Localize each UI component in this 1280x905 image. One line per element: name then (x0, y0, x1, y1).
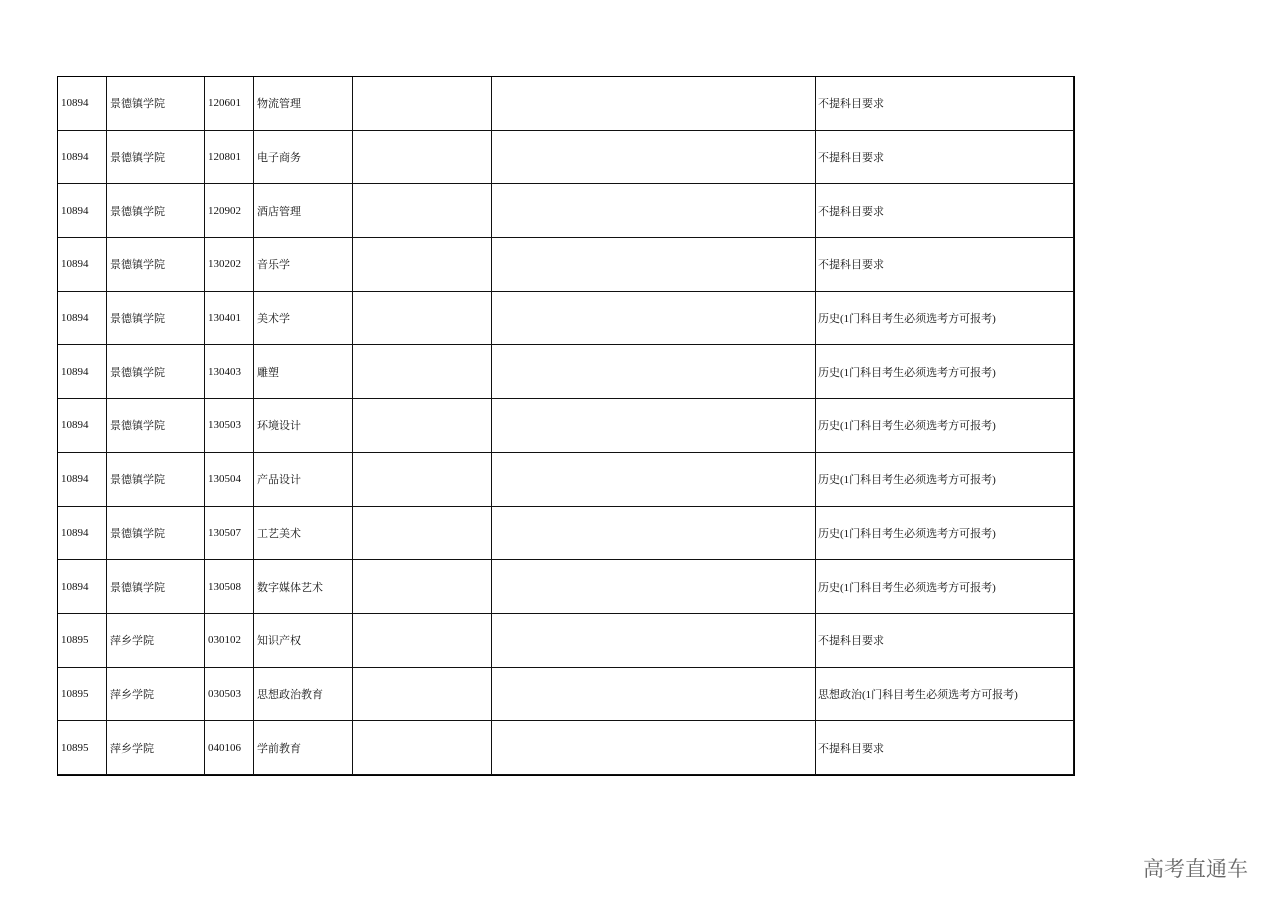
empty-cell (353, 184, 492, 238)
institution-code-cell: 10894 (58, 77, 107, 131)
empty-cell (353, 614, 492, 668)
institution-code-cell: 10894 (58, 184, 107, 238)
empty-cell (353, 721, 492, 775)
major-code-cell: 120801 (205, 131, 254, 185)
institution-name-cell: 景德镇学院 (107, 238, 205, 292)
empty-cell (492, 453, 816, 507)
major-code-cell: 130508 (205, 560, 254, 614)
subject-requirement-cell: 不提科目要求 (816, 614, 1074, 668)
institution-name-cell: 萍乡学院 (107, 668, 205, 722)
subject-requirement-cell: 不提科目要求 (816, 721, 1074, 775)
major-name-cell: 工艺美术 (254, 507, 353, 561)
institution-name-cell: 景德镇学院 (107, 560, 205, 614)
major-code-cell: 130504 (205, 453, 254, 507)
major-name-cell: 学前教育 (254, 721, 353, 775)
major-code-cell: 130401 (205, 292, 254, 346)
major-name-cell: 美术学 (254, 292, 353, 346)
subject-requirement-cell: 历史(1门科目考生必须选考方可报考) (816, 399, 1074, 453)
institution-name-cell: 景德镇学院 (107, 399, 205, 453)
major-code-cell: 030503 (205, 668, 254, 722)
major-code-cell: 130503 (205, 399, 254, 453)
institution-name-cell: 景德镇学院 (107, 292, 205, 346)
major-code-cell: 130202 (205, 238, 254, 292)
institution-code-cell: 10895 (58, 668, 107, 722)
institution-name-cell: 景德镇学院 (107, 77, 205, 131)
empty-cell (492, 399, 816, 453)
empty-cell (492, 345, 816, 399)
subject-requirement-cell: 历史(1门科目考生必须选考方可报考) (816, 292, 1074, 346)
empty-cell (353, 131, 492, 185)
major-code-cell: 120902 (205, 184, 254, 238)
major-name-cell: 环境设计 (254, 399, 353, 453)
empty-cell (353, 507, 492, 561)
institution-code-cell: 10895 (58, 721, 107, 775)
subject-requirement-cell: 历史(1门科目考生必须选考方可报考) (816, 507, 1074, 561)
empty-cell (353, 453, 492, 507)
institution-code-cell: 10894 (58, 345, 107, 399)
subject-requirement-cell: 历史(1门科目考生必须选考方可报考) (816, 345, 1074, 399)
subject-requirement-cell: 不提科目要求 (816, 77, 1074, 131)
empty-cell (492, 238, 816, 292)
subject-requirement-cell: 历史(1门科目考生必须选考方可报考) (816, 453, 1074, 507)
institution-name-cell: 景德镇学院 (107, 184, 205, 238)
major-name-cell: 酒店管理 (254, 184, 353, 238)
subject-requirement-cell: 思想政治(1门科目考生必须选考方可报考) (816, 668, 1074, 722)
empty-cell (353, 560, 492, 614)
major-name-cell: 数字媒体艺术 (254, 560, 353, 614)
major-code-cell: 040106 (205, 721, 254, 775)
institution-name-cell: 景德镇学院 (107, 453, 205, 507)
major-name-cell: 电子商务 (254, 131, 353, 185)
major-name-cell: 音乐学 (254, 238, 353, 292)
institution-code-cell: 10894 (58, 507, 107, 561)
institution-name-cell: 景德镇学院 (107, 131, 205, 185)
major-name-cell: 产品设计 (254, 453, 353, 507)
institution-code-cell: 10894 (58, 453, 107, 507)
empty-cell (492, 721, 816, 775)
major-name-cell: 知识产权 (254, 614, 353, 668)
empty-cell (353, 399, 492, 453)
major-name-cell: 思想政治教育 (254, 668, 353, 722)
subject-requirement-cell: 不提科目要求 (816, 131, 1074, 185)
watermark: 高考直通车 (1143, 857, 1248, 881)
empty-cell (353, 238, 492, 292)
admission-requirements-table (58, 77, 1074, 775)
empty-cell (492, 614, 816, 668)
major-code-cell: 120601 (205, 77, 254, 131)
institution-code-cell: 10895 (58, 614, 107, 668)
institution-name-cell: 萍乡学院 (107, 614, 205, 668)
major-code-cell: 130403 (205, 345, 254, 399)
empty-cell (353, 345, 492, 399)
empty-cell (492, 184, 816, 238)
major-code-cell: 130507 (205, 507, 254, 561)
institution-name-cell: 景德镇学院 (107, 507, 205, 561)
subject-requirement-cell: 不提科目要求 (816, 238, 1074, 292)
subject-requirement-cell: 历史(1门科目考生必须选考方可报考) (816, 560, 1074, 614)
institution-name-cell: 景德镇学院 (107, 345, 205, 399)
major-name-cell: 雕塑 (254, 345, 353, 399)
empty-cell (492, 292, 816, 346)
major-code-cell: 030102 (205, 614, 254, 668)
institution-code-cell: 10894 (58, 238, 107, 292)
institution-code-cell: 10894 (58, 131, 107, 185)
empty-cell (492, 560, 816, 614)
institution-code-cell: 10894 (58, 292, 107, 346)
empty-cell (492, 77, 816, 131)
empty-cell (492, 507, 816, 561)
empty-cell (492, 131, 816, 185)
empty-cell (492, 668, 816, 722)
institution-code-cell: 10894 (58, 560, 107, 614)
subject-requirement-cell: 不提科目要求 (816, 184, 1074, 238)
empty-cell (353, 77, 492, 131)
institution-name-cell: 萍乡学院 (107, 721, 205, 775)
empty-cell (353, 292, 492, 346)
institution-code-cell: 10894 (58, 399, 107, 453)
major-name-cell: 物流管理 (254, 77, 353, 131)
empty-cell (353, 668, 492, 722)
